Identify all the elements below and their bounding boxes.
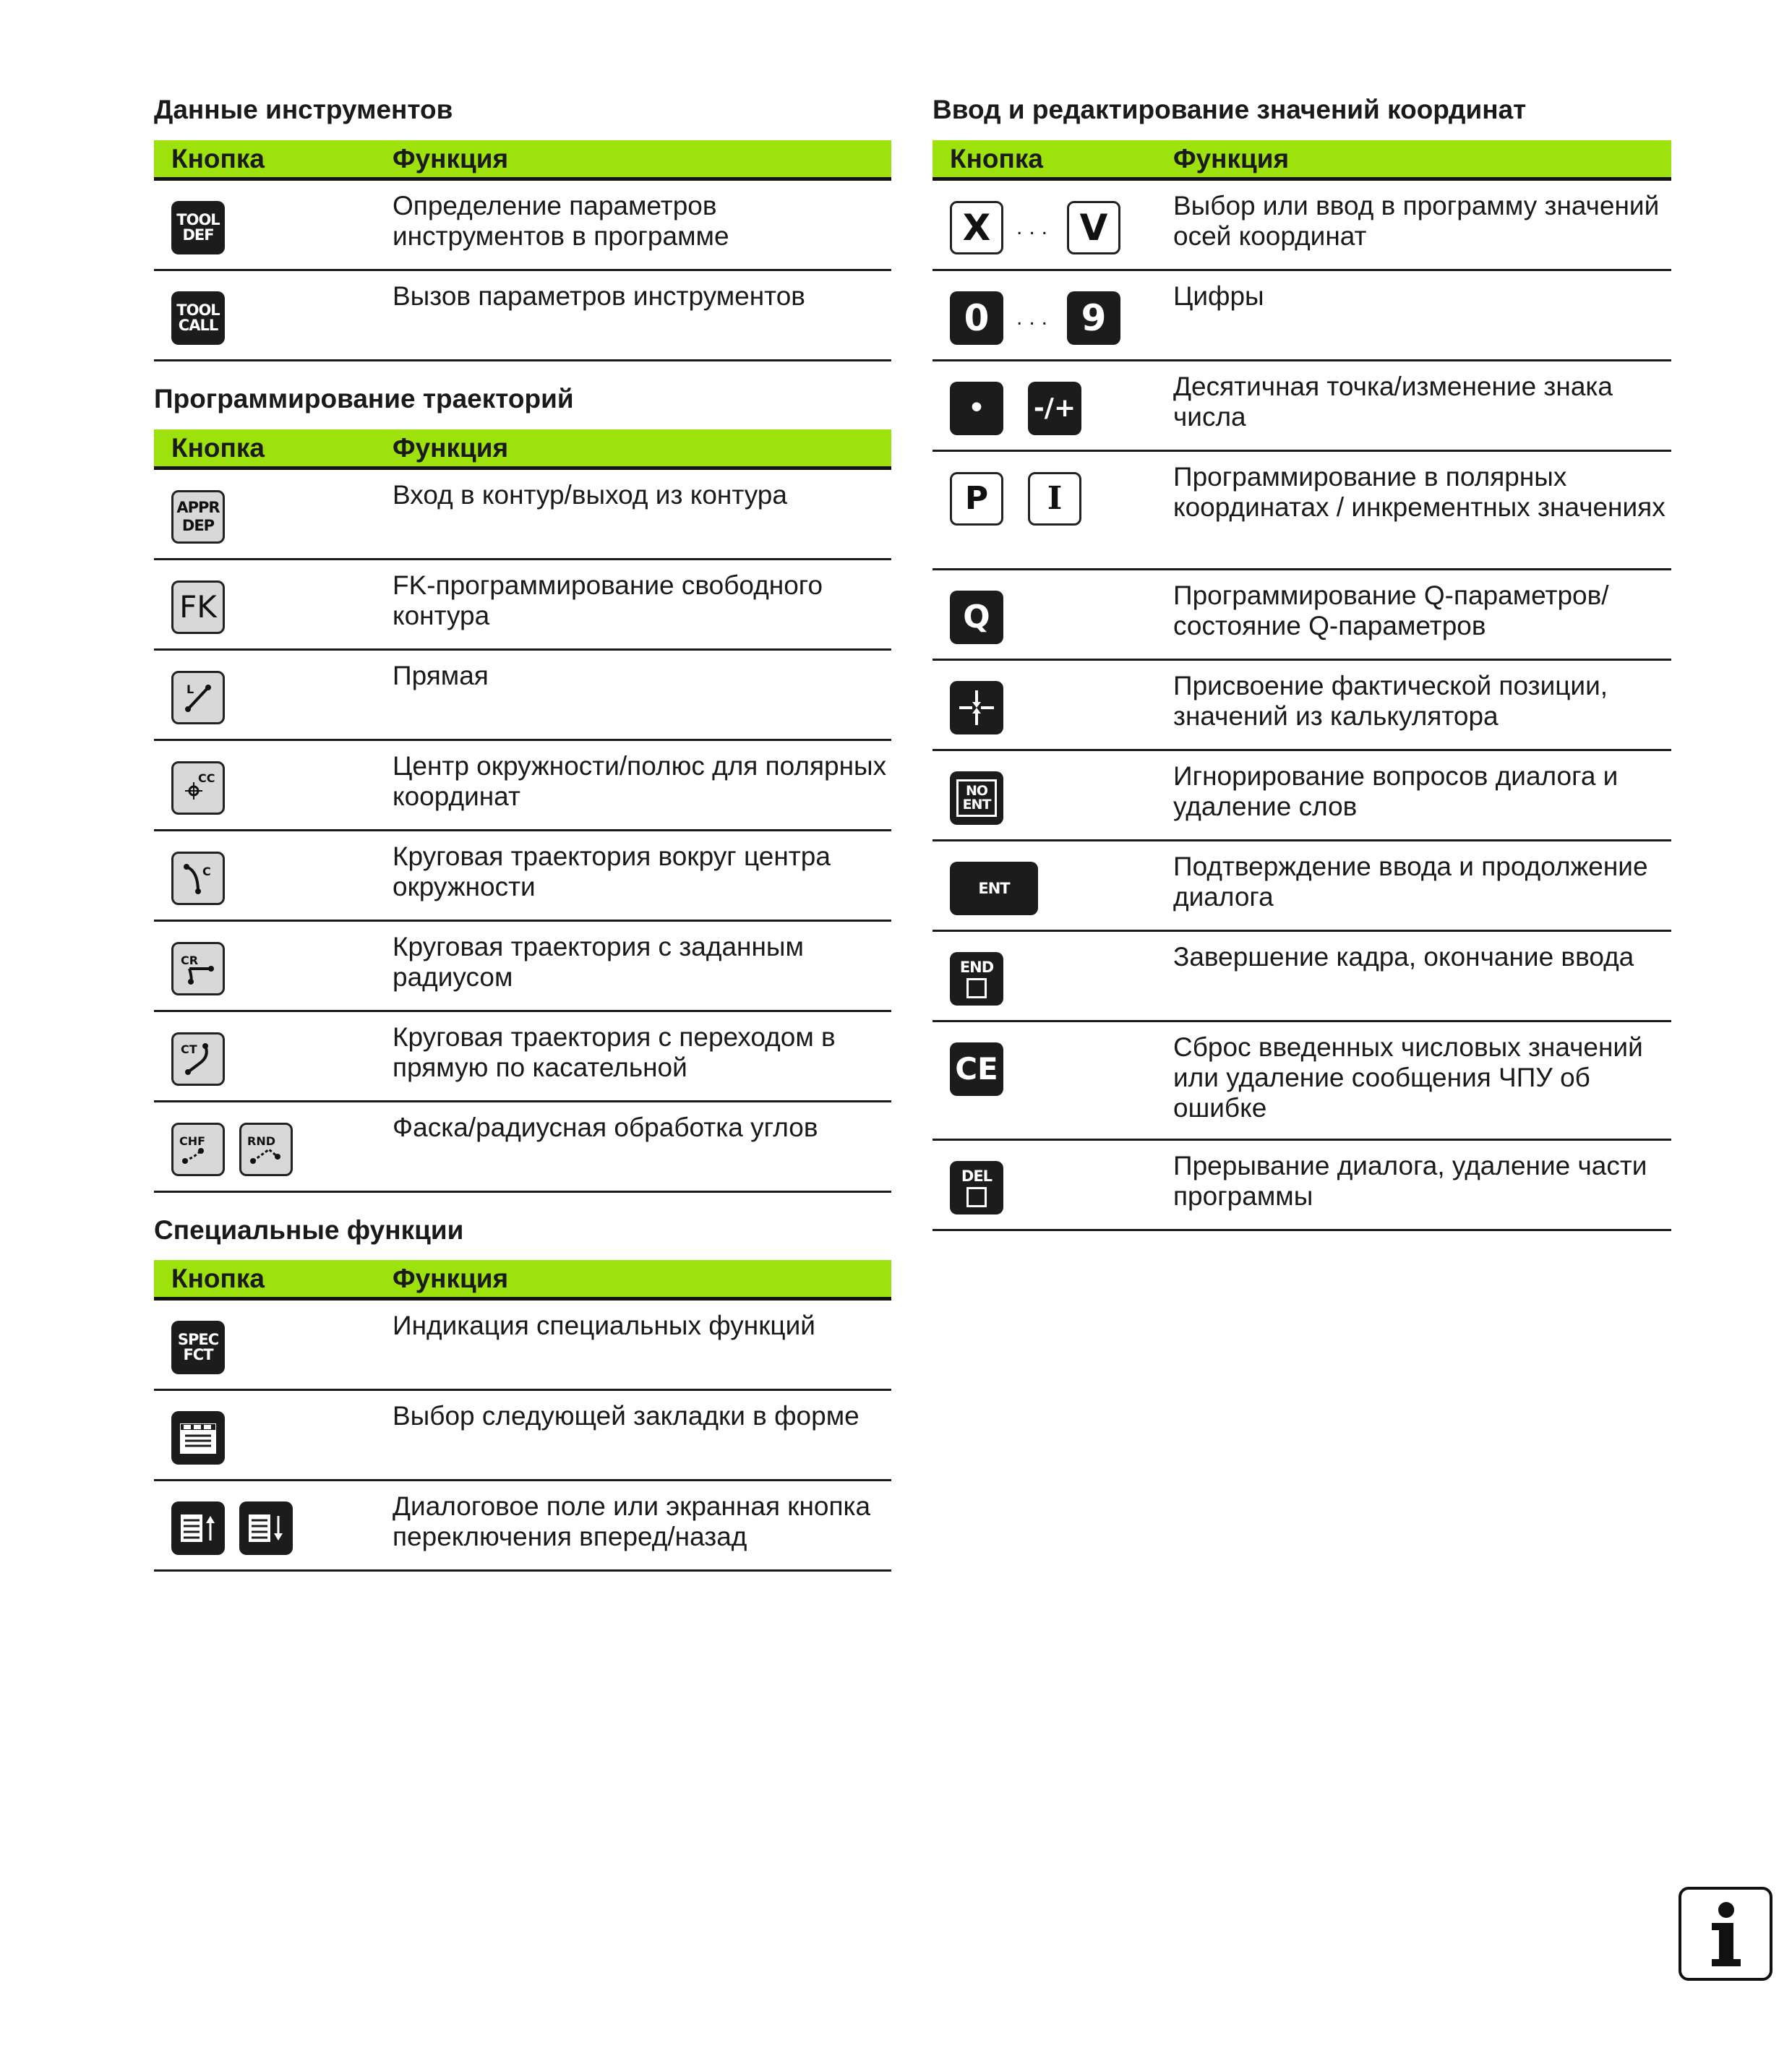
svg-text:CHF: CHF [179, 1134, 206, 1148]
svg-text:CC: CC [198, 771, 215, 785]
appr-dep-key: APPR DEP [171, 490, 225, 544]
svg-text:CR: CR [181, 954, 199, 967]
table-row [154, 1301, 891, 1391]
ce-key: CE [950, 1042, 1003, 1096]
table-row [154, 271, 891, 361]
row-description: Цифры [1173, 281, 1264, 311]
table-row [154, 1481, 891, 1572]
info-icon [1679, 1887, 1772, 1981]
table-row [933, 661, 1671, 751]
row-description: Прерывание диалога, удаление части программы [1173, 1151, 1647, 1211]
section-title-tool-data: Данные инструментов [154, 95, 453, 124]
fk-key: FK [171, 580, 225, 634]
table-row [933, 841, 1671, 932]
row-description: Определение параметров инструментов в программе [393, 191, 729, 251]
row-description: Диалоговое поле или экранная кнопка переключения вперед/назад [393, 1491, 871, 1551]
table-row [933, 1022, 1671, 1141]
circle-cr-key [171, 942, 225, 995]
table-row [154, 1391, 891, 1481]
header-function: Функция [1173, 144, 1290, 173]
table-row [154, 470, 891, 560]
header-key: Кнопка [950, 144, 1043, 173]
header-key: Кнопка [171, 144, 265, 173]
row-description: Десятичная точка/изменение знака числа [1173, 372, 1613, 432]
end-key: END [950, 952, 1003, 1006]
actual-position-icon [955, 686, 998, 729]
table-header [154, 140, 891, 181]
table-row [933, 751, 1671, 841]
row-description: Круговая траектория вокруг центра окружности [393, 841, 831, 901]
field-up-key [171, 1501, 225, 1555]
ent-key: ENT [950, 862, 1038, 915]
table-row [154, 1012, 891, 1102]
sign-change-key: -/+ [1028, 382, 1081, 435]
next-tab-key [171, 1411, 225, 1465]
header-function: Функция [393, 144, 509, 173]
tool-def-key: TOOL DEF [171, 201, 225, 254]
q-parameter-key: Q [950, 591, 1003, 644]
table-row [154, 181, 891, 271]
row-description: Центр окружности/полюс для полярных координат [393, 751, 887, 811]
row-description: Программирование в полярных координатах / инкрементных значениях [1173, 462, 1665, 522]
actual-position-key [950, 681, 1003, 734]
section-title-coordinates: Ввод и редактирование значений координат [933, 95, 1527, 124]
incremental-i-key: I [1028, 472, 1081, 526]
svg-text:CT: CT [181, 1042, 197, 1056]
digit-0-key: 0 [950, 291, 1003, 345]
row-description: Фаска/радиусная обработка углов [393, 1113, 818, 1142]
table-header [154, 429, 891, 470]
table-header [933, 140, 1671, 181]
table-row [933, 570, 1671, 661]
section-title-special-functions: Специальные функции [154, 1215, 464, 1245]
circle-tangent-icon [176, 1037, 220, 1081]
digit-9-key: 9 [1067, 291, 1120, 345]
table-row [154, 922, 891, 1012]
circle-path-icon [176, 857, 220, 900]
row-description: Вход в контур/выход из контура [393, 480, 787, 510]
axis-v-key: V [1067, 201, 1120, 254]
header-key: Кнопка [171, 1264, 265, 1293]
line-icon [176, 676, 220, 719]
table-row [933, 932, 1671, 1022]
circle-ct-key [171, 1032, 225, 1086]
header-function: Функция [393, 433, 509, 463]
row-description: Круговая траектория с заданным радиусом [393, 932, 804, 992]
polar-p-key: P [950, 472, 1003, 526]
svg-text:RND: RND [247, 1134, 275, 1148]
no-ent-key: NO ENT [950, 771, 1003, 825]
row-description: FK-программирование свободного контура [393, 570, 823, 630]
svg-text:L: L [187, 682, 194, 696]
row-description: Индикация специальных функций [393, 1311, 815, 1340]
next-tab-icon [176, 1418, 220, 1457]
decimal-point-key: • [950, 382, 1003, 435]
field-up-icon [176, 1509, 220, 1548]
section-title-path-programming: Программирование траекторий [154, 384, 574, 414]
chamfer-icon [176, 1128, 220, 1171]
del-key: DEL [950, 1161, 1003, 1214]
header-key: Кнопка [171, 433, 265, 463]
table-row [154, 741, 891, 831]
circle-radius-icon [176, 947, 220, 990]
field-down-key [239, 1501, 293, 1555]
field-down-icon [244, 1509, 288, 1548]
line-key [171, 671, 225, 724]
table-row [154, 831, 891, 922]
table-row [154, 1102, 891, 1193]
table-row [154, 651, 891, 741]
table-row [154, 560, 891, 651]
row-description: Завершение кадра, окончание ввода [1173, 942, 1634, 972]
tool-call-key: TOOL CALL [171, 291, 225, 345]
circle-center-icon [176, 766, 220, 810]
row-description: Прямая [393, 661, 489, 690]
circle-c-key [171, 852, 225, 905]
row-description: Игнорирование вопросов диалога и удаление слов [1173, 761, 1619, 821]
table-row [933, 1141, 1671, 1231]
axis-x-key: X [950, 201, 1003, 254]
row-description: Выбор или ввод в программу значений осей координат [1173, 191, 1660, 251]
rounding-icon [244, 1128, 288, 1171]
row-description: Подтверждение ввода и продолжение диалога [1173, 852, 1648, 912]
chamfer-key [171, 1123, 225, 1176]
table-row [933, 361, 1671, 452]
header-function: Функция [393, 1264, 509, 1293]
table-row: 0 ... 9 Цифры [933, 271, 1671, 361]
row-description: Программирование Q-параметров/ состояние Q-параметров [1173, 580, 1609, 640]
row-description: Выбор следующей закладки в форме [393, 1401, 859, 1431]
table-row [933, 452, 1671, 570]
table-header [154, 1260, 891, 1301]
rounding-key [239, 1123, 293, 1176]
row-description: Круговая траектория с переходом в прямую по касательной [393, 1022, 836, 1082]
spec-fct-key: SPEC FCT [171, 1321, 225, 1374]
row-description: Сброс введенных числовых значений или удаление сообщения ЧПУ об ошибке [1173, 1032, 1643, 1123]
row-description: Вызов параметров инструментов [393, 281, 805, 311]
circle-center-key [171, 761, 225, 815]
row-description: Присвоение фактической позиции, значений из калькулятора [1173, 671, 1608, 731]
table-row: X ... V Выбор или ввод в программу значений осей координат [933, 181, 1671, 271]
svg-text:C: C [202, 865, 211, 878]
